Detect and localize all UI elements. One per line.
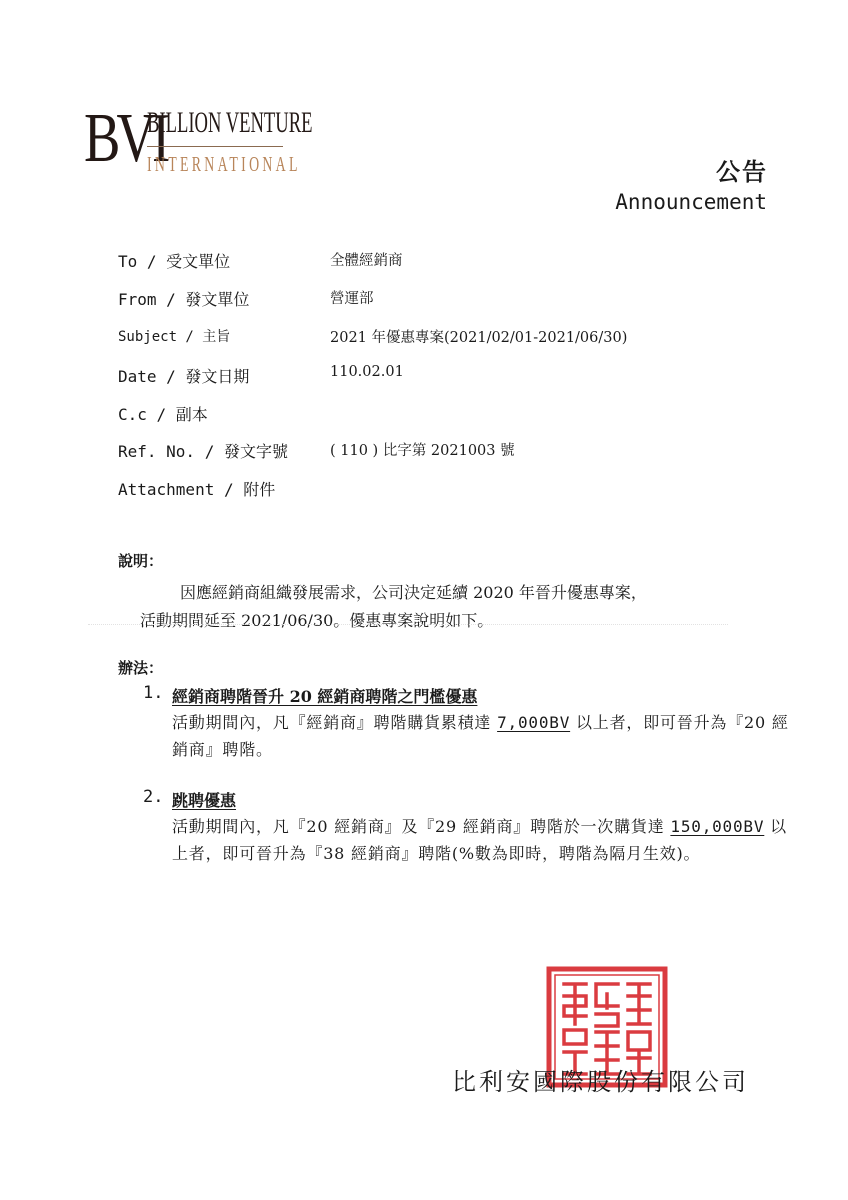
- company-signature: 比利安國際股份有限公司: [452, 1068, 749, 1096]
- field-from: [118, 287, 374, 310]
- item-threshold: 7,000BV: [497, 713, 571, 732]
- field-label: Date / 發文日期: [118, 367, 250, 386]
- item-title: 經銷商聘階晉升 20 經銷商聘階之門檻優惠: [172, 687, 478, 706]
- field-label: Attachment / 附件: [118, 480, 276, 499]
- field-label: C.c / 副本: [118, 405, 208, 424]
- logo-divider: [147, 146, 283, 147]
- field-value: 全體經銷商: [330, 253, 403, 269]
- explanation-line-1: 因應經銷商組織發展需求，公司決定延續 2020 年晉升優惠專案，: [180, 583, 647, 602]
- field-attachment: [118, 477, 275, 500]
- item-threshold: 150,000BV: [670, 817, 765, 836]
- field-date: [118, 364, 404, 387]
- explanation-line-2: 活動期間延至 2021/06/30。優惠專案說明如下。: [140, 611, 494, 630]
- field-value: 110.02.01: [330, 364, 404, 380]
- divider: [88, 624, 728, 625]
- item-title: 跳聘優惠: [172, 791, 237, 810]
- announcement-title: 公告: [716, 158, 768, 186]
- item-text: 活動期間內，凡『20 經銷商』及『29 經銷商』聘階於一次購貨達: [172, 817, 671, 836]
- announcement-subtitle: Announcement: [615, 190, 767, 214]
- item-number: 2.: [143, 787, 164, 807]
- field-ref-no: [118, 439, 515, 462]
- field-to: [118, 249, 403, 272]
- logo-tagline: INTERNATIONAL: [147, 152, 301, 176]
- item-body: [172, 709, 792, 763]
- field-label: To / 受文單位: [118, 252, 231, 271]
- field-value: 營運部: [330, 291, 374, 307]
- item-number: 1.: [143, 683, 164, 703]
- logo-mark: BVI: [84, 100, 167, 177]
- item-text: 以上者，即可晉升為『38 經銷商』聘階(%數為即時，聘階為隔月生效)。: [172, 817, 787, 863]
- field-value: ( 110 ) 比字第 2021003 號: [330, 443, 515, 459]
- item-text: 以上者，即可晉升為『20 經銷商』聘階。: [172, 713, 789, 759]
- field-label: Subject / 主旨: [118, 329, 231, 345]
- field-subject: [118, 326, 628, 346]
- explanation-heading: 說明：: [118, 552, 164, 570]
- field-label: From / 發文單位: [118, 290, 250, 309]
- item-text: 活動期間內，凡『經銷商』聘階購貨累積達: [172, 713, 498, 732]
- field-cc: [118, 402, 208, 425]
- item-body: [172, 813, 792, 867]
- logo-name: BILLION VENTURE: [147, 106, 313, 139]
- company-logo: [84, 100, 313, 180]
- field-value: 2021 年優惠專案(2021/02/01-2021/06/30): [330, 330, 628, 346]
- field-label: Ref. No. / 發文字號: [118, 442, 288, 461]
- method-heading: 辦法：: [118, 659, 164, 677]
